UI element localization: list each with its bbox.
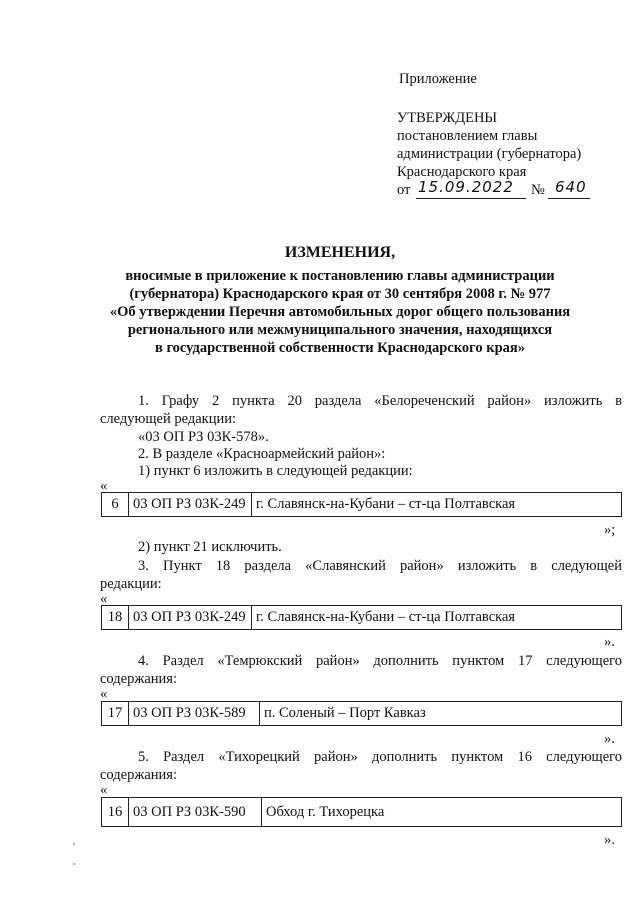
- road-name-cell: г. Славянск-на-Кубани – ст-ца Полтавская: [252, 606, 622, 630]
- approved-line-3: Краснодарского края: [397, 164, 527, 180]
- table-row: [102, 493, 622, 517]
- title-line-4: регионального или межмуниципального значения, находящихся: [127, 322, 553, 338]
- open-quote-2: «: [100, 591, 108, 607]
- row-number-cell: 6: [102, 493, 129, 517]
- date-prefix: от: [397, 182, 411, 198]
- scan-speck: [73, 863, 75, 865]
- road-table-3: [101, 701, 622, 726]
- open-quote-1: «: [100, 478, 108, 494]
- appendix-label: Приложение: [399, 71, 477, 87]
- row-number-cell: 18: [102, 606, 129, 630]
- close-quote-1: »;: [604, 522, 616, 538]
- item-4-line-2: содержания:: [100, 671, 178, 687]
- item-3-line-2: редакции:: [100, 576, 162, 592]
- road-table-2: [101, 605, 622, 630]
- number-prefix: №: [531, 182, 545, 198]
- item-2-subitem-2: 2) пункт 21 исключить.: [138, 539, 282, 555]
- road-name-cell: п. Соленый – Порт Кавказ: [260, 702, 622, 726]
- row-number-cell: 16: [102, 798, 129, 827]
- item-5-line-1: 5. Раздел «Тихорецкий район» дополнить пунктом 16 следующего: [138, 749, 622, 765]
- title-line-1: вносимые в приложение к постановлению главы администрации: [125, 268, 555, 284]
- handwritten-number: 640: [555, 178, 587, 196]
- date-underline: [416, 198, 526, 199]
- title-line-3: «Об утверждении Перечня автомобильных дорог общего пользования: [109, 304, 571, 320]
- handwritten-date: 15.09.2022: [418, 178, 514, 196]
- item-4-line-1: 4. Раздел «Темрюкский район» дополнить пунктом 17 следующего: [138, 653, 622, 669]
- close-quote-2: ».: [604, 634, 615, 650]
- road-table-4: [101, 797, 622, 827]
- title-line-2: (губернатора) Краснодарского края от 30 сентября 2008 г. № 977: [129, 286, 551, 302]
- item-1-line-1: 1. Графу 2 пункта 20 раздела «Белореченский район» изложить в: [138, 393, 622, 409]
- number-underline: [548, 198, 590, 199]
- document-title: ИЗМЕНЕНИЯ,: [284, 244, 396, 261]
- scan-speck: [73, 843, 75, 845]
- open-quote-4: «: [100, 782, 108, 798]
- close-quote-4: ».: [604, 832, 615, 848]
- approved-label: УТВЕРЖДЕНЫ: [397, 110, 498, 126]
- item-5-line-2: содержания:: [100, 767, 178, 783]
- road-name-cell: г. Славянск-на-Кубани – ст-ца Полтавская: [252, 493, 622, 517]
- open-quote-3: «: [100, 686, 108, 702]
- row-number-cell: 17: [102, 702, 129, 726]
- road-table-1: [101, 492, 622, 517]
- road-code-cell: 03 ОП РЗ 03К-249: [129, 606, 252, 630]
- table-row: [102, 606, 622, 630]
- approved-line-1: постановлением главы: [397, 128, 538, 144]
- road-code-cell: 03 ОП РЗ 03К-249: [129, 493, 252, 517]
- item-2-heading: 2. В разделе «Красноармейский район»:: [138, 446, 386, 462]
- road-code-cell: 03 ОП РЗ 03К-589: [129, 702, 260, 726]
- title-line-5: в государственной собственности Краснодарского края»: [155, 340, 525, 356]
- item-2-subitem-1: 1) пункт 6 изложить в следующей редакции:: [138, 463, 413, 479]
- item-3-line-1: 3. Пункт 18 раздела «Славянский район» изложить в следующей: [138, 558, 622, 574]
- road-code-cell: 03 ОП РЗ 03К-590: [129, 798, 262, 827]
- close-quote-3: ».: [604, 731, 615, 747]
- item-1-quote: «03 ОП РЗ 03К-578».: [138, 429, 269, 445]
- item-1-line-2: следующей редакции:: [100, 411, 237, 427]
- table-row: [102, 798, 622, 827]
- table-row: [102, 702, 622, 726]
- road-name-cell: Обход г. Тихорецка: [262, 798, 622, 827]
- approved-line-2: администрации (губернатора): [397, 146, 582, 162]
